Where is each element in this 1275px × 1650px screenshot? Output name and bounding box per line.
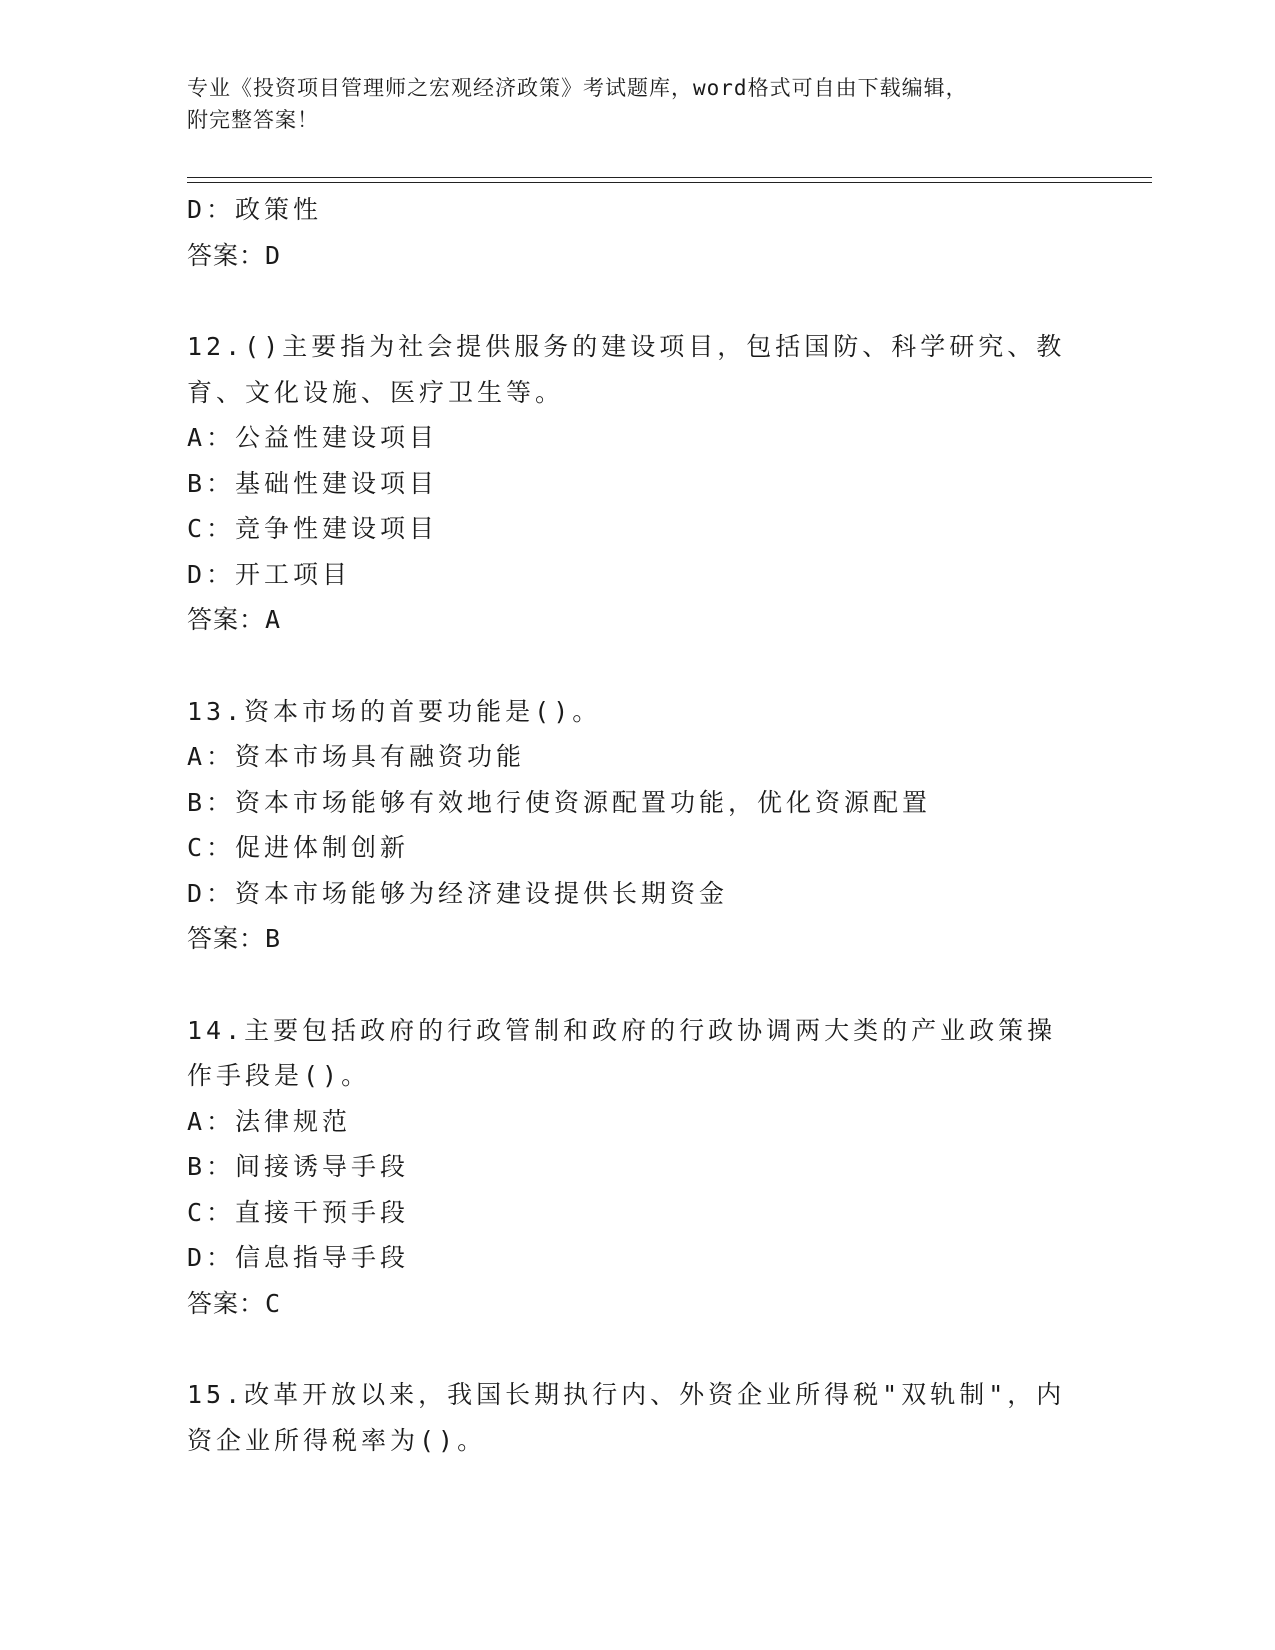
option-a: A：资本市场具有融资功能 — [187, 742, 526, 771]
option-a: A：法律规范 — [187, 1106, 352, 1136]
question-14 — [187, 1008, 1087, 1327]
answer-value: A — [265, 605, 282, 634]
option-c: C：促进体制创新 — [187, 833, 410, 862]
question-text: 15.改革开放以来，我国长期执行内、外资企业所得税"双轨制"，内资企业所得税率为()。 — [187, 1380, 1066, 1455]
spacer — [187, 962, 1087, 1008]
answer-line — [187, 1281, 1087, 1327]
option-b: B：资本市场能够有效地行使资源配置功能，优化资源配置 — [187, 787, 932, 817]
question-fragment-11 — [187, 187, 1087, 278]
option-d: D：资本市场能够为经济建设提供长期资金 — [187, 878, 729, 908]
answer-line — [187, 233, 1087, 279]
question-12 — [187, 324, 1087, 643]
question-text: 13.资本市场的首要功能是()。 — [187, 696, 602, 726]
question-text: 14.主要包括政府的行政管制和政府的行政协调两大类的产业政策操作手段是()。 — [187, 1015, 1057, 1090]
option-c: C：直接干预手段 — [187, 1197, 410, 1227]
answer-value: C — [265, 1288, 282, 1318]
spacer — [187, 643, 1087, 689]
option-d: D：政策性 — [187, 195, 323, 224]
option-a: A：公益性建设项目 — [187, 423, 439, 452]
answer-label: 答案： — [187, 605, 266, 634]
option-b: B：间接诱导手段 — [187, 1152, 410, 1181]
answer-value: B — [265, 924, 282, 953]
header-line-2: 附完整答案！ — [187, 108, 319, 132]
spacer — [187, 1326, 1087, 1372]
question-list — [187, 187, 1087, 1463]
question-text: 12.()主要指为社会提供服务的建设项目，包括国防、科学研究、教育、文化设施、医疗卫生等。 — [187, 332, 1066, 407]
answer-line — [187, 597, 1087, 643]
option-d: D：开工项目 — [187, 559, 352, 589]
header-rule-top — [187, 177, 1152, 178]
option-d: D：信息指导手段 — [187, 1243, 410, 1272]
answer-line — [187, 916, 1087, 962]
page-header — [187, 72, 1087, 136]
option-c: C：竞争性建设项目 — [187, 514, 439, 543]
header-rule-bottom — [187, 182, 1152, 183]
answer-label: 答案： — [187, 1288, 266, 1318]
header-line-1: 专业《投资项目管理师之宏观经济政策》考试题库，word格式可自由下载编辑， — [187, 76, 968, 100]
question-15 — [187, 1372, 1087, 1463]
answer-label: 答案： — [187, 240, 266, 270]
answer-value: D — [265, 240, 282, 270]
option-b: B：基础性建设项目 — [187, 468, 439, 498]
spacer — [187, 278, 1087, 324]
answer-label: 答案： — [187, 924, 266, 953]
question-13 — [187, 689, 1087, 962]
